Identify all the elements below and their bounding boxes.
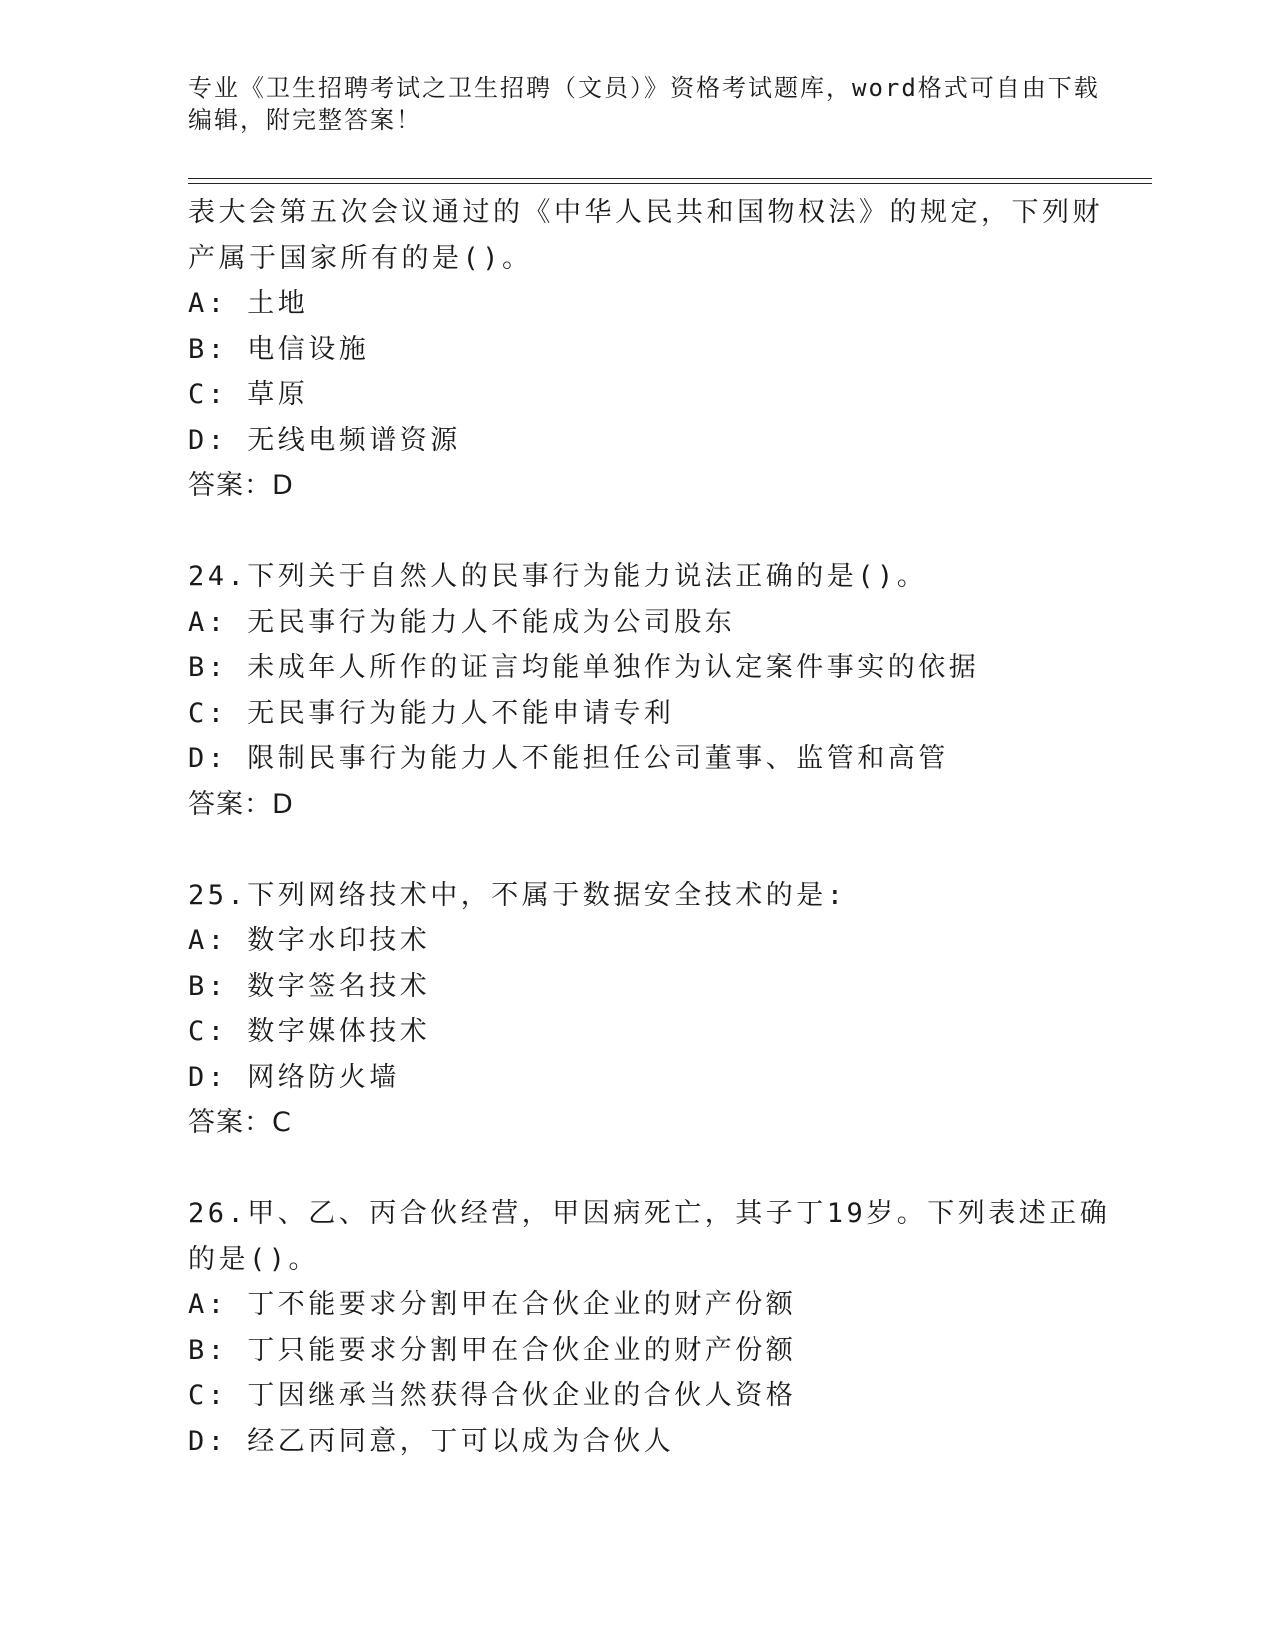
question-24 [188, 554, 1148, 827]
answer: 答案：C [188, 1107, 292, 1138]
option-a: A: 无民事行为能力人不能成为公司股东 [188, 606, 736, 638]
option-b: B: 电信设施 [188, 333, 370, 365]
header-line-2: 编辑，附完整答案！ [188, 106, 422, 134]
spacer [188, 827, 1148, 873]
option-b: B: 数字签名技术 [188, 970, 431, 1002]
question-text: 26.甲、乙、丙合伙经营，甲因病死亡，其子丁19岁。下列表述正确 [188, 1198, 1111, 1229]
question-text: 的是()。 [188, 1243, 320, 1275]
answer: 答案：D [188, 788, 294, 820]
option-b: B: 丁只能要求分割甲在合伙企业的财产份额 [188, 1334, 797, 1366]
option-c: C: 草原 [188, 379, 309, 410]
option-d: D: 经乙丙同意，丁可以成为合伙人 [188, 1425, 675, 1457]
option-d: D: 限制民事行为能力人不能担任公司董事、监管和高管 [188, 743, 949, 774]
question-25 [188, 873, 1148, 1146]
header-divider-top [188, 178, 1152, 179]
option-d: D: 网络防火墙 [188, 1061, 400, 1093]
question-text: 24.下列关于自然人的民事行为能力说法正确的是()。 [188, 561, 928, 592]
header-divider-bottom [188, 183, 1152, 184]
option-a: A: 土地 [188, 288, 309, 319]
option-c: C: 丁因继承当然获得合伙企业的合伙人资格 [188, 1380, 797, 1411]
spacer [188, 509, 1148, 555]
option-d: D: 无线电频谱资源 [188, 424, 461, 456]
option-a: A: 丁不能要求分割甲在合伙企业的财产份额 [188, 1289, 797, 1320]
spacer [188, 1146, 1148, 1192]
header-line-1: 专业《卫生招聘考试之卫生招聘（文员）》资格考试题库，word格式可自由下载 [188, 74, 1100, 102]
question-text: 表大会第五次会议通过的《中华人民共和国物权法》的规定，下列财 [188, 197, 1103, 228]
question-text: 25.下列网络技术中，不属于数据安全技术的是: [188, 879, 847, 911]
question-26 [188, 1191, 1148, 1464]
option-c: C: 数字媒体技术 [188, 1016, 431, 1047]
question-list [188, 190, 1148, 1464]
option-c: C: 无民事行为能力人不能申请专利 [188, 697, 675, 729]
option-a: A: 数字水印技术 [188, 925, 431, 956]
answer: 答案：D [188, 470, 294, 501]
option-b: B: 未成年人所作的证言均能单独作为认定案件事实的依据 [188, 652, 980, 683]
question-text: 产属于国家所有的是()。 [188, 242, 533, 274]
question-23 [188, 190, 1148, 509]
document-header [188, 72, 1100, 136]
